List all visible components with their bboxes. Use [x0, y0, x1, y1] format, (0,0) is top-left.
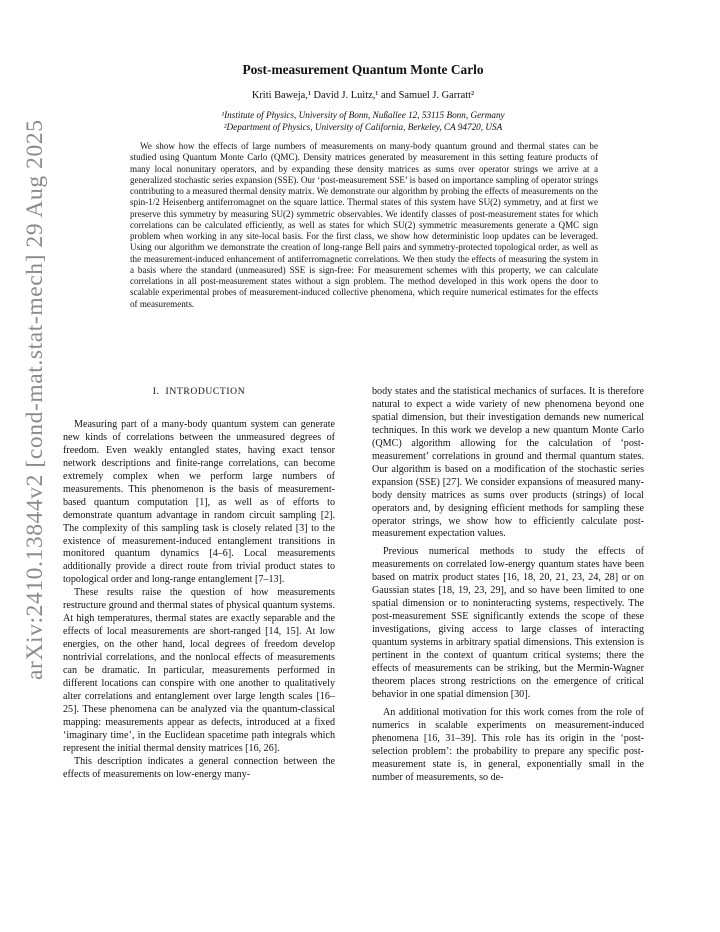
- paragraph: An additional motivation for this work comes from the role of numerics in scalable experiments on measurement-induced phenomena [16, 31–39]. This role has its origin in the ‘post-selection problem’: the probability to prepare any specific post-measurement state is, in general, exponentially small in the number of measurements, so de-: [372, 706, 644, 783]
- paragraph: Previous numerical methods to study the effects of measurements on correlated low-energy quantum states have been based on matrix product states [16, 18, 20, 21, 23, 24, 28] or on Gaussian states [18, 19, 23, 29], and so have been limited to one spatial dimension or to noninteracting systems, respectively. The post-measurement SSE significantly extends the scope of these investigations, giving access to large classes of interacting quantum systems in arbitrary spatial dimensions. This extension is pertinent in the context of quantum critical systems; there the effects of measurements can be striking, but the Mermin-Wagner theorem places strong restrictions on the emergence of critical behavior in one spatial dimension [30].: [372, 546, 644, 700]
- paragraph: This description indicates a general connection between the effects of measurements on low-energy many-: [63, 755, 335, 780]
- paragraph: These results raise the question of how measurements restructure ground and thermal states of physical quantum systems. At high temperatures, thermal states are exactly separable and the effects of local measurements are short-ranged [14, 15]. At low energies, on the other hand, local degrees of freedom develop nontrivial correlations, and the nonlocal effects of measurements can be dramatic. In particular, measurements performed in different locations can conspire with one another to qualitatively alter correlations and entanglement over large length scales [16–25]. These phenomena can be analyzed via the quantum-classical mapping: measurements appear as defects, introduced at a fixed ‘imaginary time’, in the Euclidean spacetime path integrals which represent the initial thermal density matrices [16, 26].: [63, 587, 335, 754]
- author-list: Kriti Baweja,¹ David J. Luitz,¹ and Samuel J. Garratt²: [251, 90, 475, 101]
- right-column: [372, 386, 644, 785]
- affiliation-berkeley: ²Department of Physics, University of California, Berkeley, CA 94720, USA: [223, 122, 503, 132]
- paragraph: Measuring part of a many-body quantum system can generate new kinds of correlations between the unmeasured degrees of freedom. Even weakly entangled states, having exact tensor network descriptions and finite-range correlations, can become extremely complex when we perform large numbers of measurements. This phenomenon is the basis of measurement-based quantum computation [1], as well as of efforts to demonstrate quantum advantage in random circuit sampling [2]. The complexity of this sampling task is closely related [3] to the existence of measurement-induced entanglement transitions in monitored quantum dynamics [4–6]. Local measurements additionally provide a direct route from trivial product states to topological order and long-range entanglement [7–13].: [63, 418, 335, 586]
- left-column: [63, 380, 335, 782]
- paper-title: Post-measurement Quantum Monte Carlo: [242, 62, 484, 77]
- affiliation-bonn: ¹Institute of Physics, University of Bonn, Nußallee 12, 53115 Bonn, Germany: [221, 110, 505, 120]
- affiliations: [100, 109, 626, 133]
- section-title: INTRODUCTION: [165, 386, 246, 397]
- abstract: We show how the effects of large numbers of measurements on many-body quantum ground and thermal states can be studied using Quantum Monte Carlo (QMC). Density matrices generated by measurement in this setting feature products of many local nonunitary operators, and by expanding these density matrices as sums over operator strings we arrive at a generalized stochastic series expansion (SSE). Our ‘post-measurement SSE’ is based on importance sampling of operator strings contributing to a measured thermal density matrix. We demonstrate our algorithm by probing the effects of measurements on the spin-1/2 Heisenberg antiferromagnet on the square lattice. Thermal states of this system have SU(2) symmetry, and at first we preserve this symmetry by measuring SU(2) symmetric observables. We identify classes of post-measurement states for which correlations can be calculated efficiently, as well as states for which SU(2) symmetric measurements generate a QMC sign problem when working in any site-local basis. For the first class, we show how deterministic loop updates can be leveraged. Using our algorithm we demonstrate the creation of long-range Bell pairs and symmetry-protected topological order, as well as the measurement-induced enhancement of antiferromagnetic correlations. We then study the effects of measuring the system in a basis where the standard (unmeasured) SSE is sign-free: For measurement schemes with this property, we can calculate correlations in all post-measurement states without a sign problem. The method developed in this work opens the door to scalable experimental probes of measurement-induced collective phenomena, which require numerical estimates for the effects of measurements.: [130, 141, 598, 309]
- arxiv-identifier: arXiv:2410.13844v2 [cond-mat.stat-mech] 29 Aug 2025: [22, 119, 48, 680]
- section-number: I.: [152, 386, 160, 397]
- section-heading: [63, 386, 335, 399]
- paragraph: body states and the statistical mechanics of surfaces. It is therefore natural to expect a wide variety of new phenomena beyond one spatial dimension, but their investigation demands new numerical techniques. In this work we develop a new quantum Monte Carlo (QMC) algorithm allowing for the calculation of ‘post-measurement’ correlations in ground and thermal quantum states. Our algorithm is based on a modification of the stochastic series expansion (SSE) [27]. We consider expansions of measured many-body density matrices as sums over products (strings) of local operators and, by designing efficient methods for sampling these operator strings, we show how to efficiently calculate post-measurement expectation values.: [372, 386, 644, 540]
